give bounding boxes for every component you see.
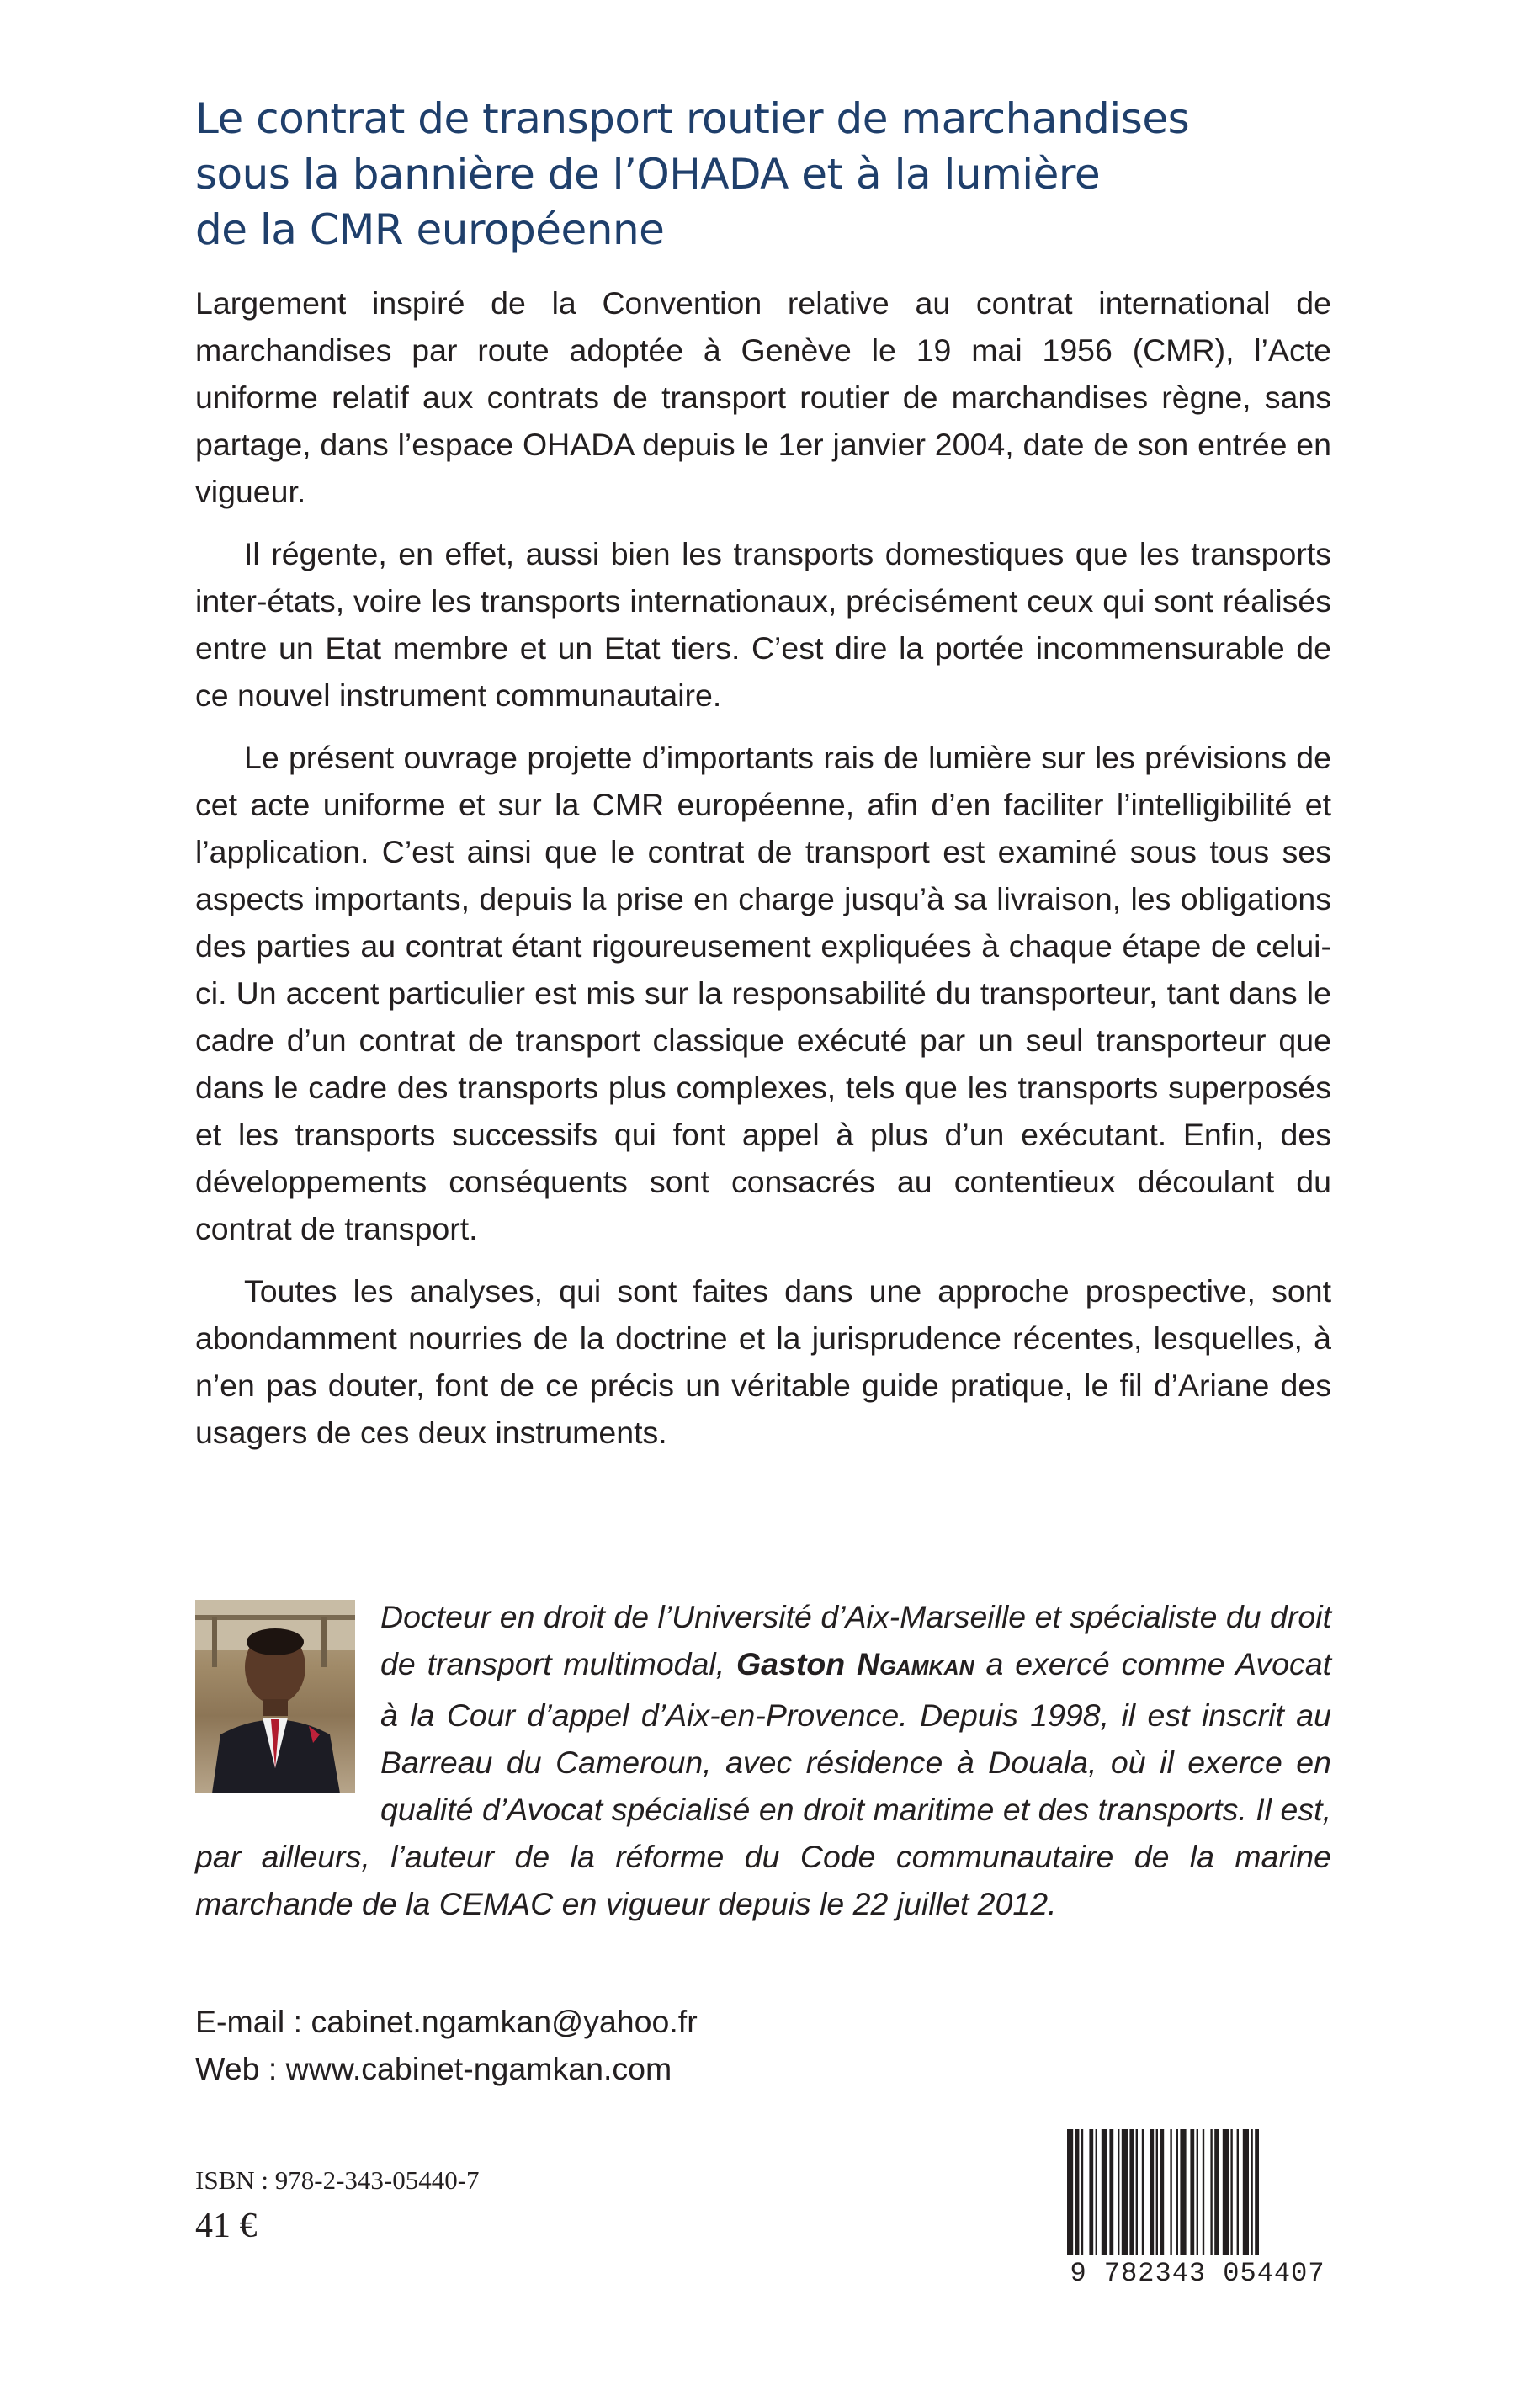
author-bio	[195, 1593, 1331, 1927]
back-cover-main	[195, 91, 1331, 1471]
barcode-bar	[1230, 2129, 1232, 2255]
barcode-bar	[1075, 2129, 1080, 2255]
barcode-bar	[1237, 2129, 1239, 2255]
barcode-bar	[1096, 2129, 1097, 2255]
barcode-bar	[1089, 2129, 1093, 2255]
barcode-bar	[1223, 2129, 1229, 2255]
summary-paragraph-1: Largement inspiré de la Convention relative au contrat international de marchandises par route adoptée à Genève le 19 mai 1956 (CMR), l’Acte uniforme relatif aux contrats de transport routier de marchandises règne, sans partage, dans l’espace OHADA depuis le 1er janvier 2004, date de son entrée en vigueur.	[195, 285, 1331, 509]
isbn-label: ISBN : 978-2-343-05440-7	[195, 2165, 480, 2195]
barcode-bar	[1067, 2129, 1073, 2255]
barcode-bar	[1150, 2129, 1154, 2255]
barcode	[1062, 2129, 1333, 2289]
barcode-bar	[1122, 2129, 1128, 2255]
barcode-digits: 9 782343 054407	[1070, 2258, 1325, 2289]
book-title	[195, 91, 1331, 258]
contact-email: E-mail : cabinet.ngamkan@yahoo.fr	[195, 2004, 698, 2039]
barcode-bar	[1109, 2129, 1113, 2255]
barcode-bar	[1102, 2129, 1107, 2255]
contact-block	[195, 1998, 698, 2092]
barcode-bar	[1156, 2129, 1158, 2255]
barcode-bar	[1251, 2129, 1252, 2255]
summary-paragraph-3: Le présent ouvrage projette d’importants rais de lumière sur les prévisions de cet acte uniforme et sur la CMR européenne, afin d’en faciliter l’intelligibilité et l’application. C’est ainsi que le contrat de transport est examiné sous tous ses aspects importants, depuis la prise en charge jusqu’à sa livraison, les obligations des parties au contrat étant rigoureusement expliquées à chaque étape de celui-ci. Un accent particulier est mis sur la responsabilité du transporteur, tant dans le cadre d’un contrat de transport classique exécuté par un seul transporteur que dans le cadre des transports plus complexes, tels que les transports superposés et les transports successifs qui font appel à plus d’un exécutant. Enfin, des développements conséquents sont consacrés au contentieux découlant du contrat de transport.	[195, 740, 1331, 1246]
author-bio-text	[195, 1593, 1331, 1927]
contact-web: Web : www.cabinet-ngamkan.com	[195, 2051, 672, 2086]
barcode-bar	[1142, 2129, 1144, 2255]
barcode-bar	[1255, 2129, 1259, 2255]
barcode-bar	[1180, 2129, 1186, 2255]
barcode-bar	[1190, 2129, 1194, 2255]
barcode-bar	[1136, 2129, 1138, 2255]
price-label: 41 €	[195, 2207, 258, 2245]
summary-paragraph-4: Toutes les analyses, qui sont faites dans une approche prospective, sont abondamment nourries de la doctrine et la jurisprudence récentes, lesquelles, à n’en pas douter, font de ce précis un véritable guide pratique, le fil d’Ariane des usagers de ces deux instruments.	[195, 1273, 1331, 1450]
title-line-2: sous la bannière de l’OHADA et à la lumière	[195, 150, 1101, 199]
author-name-first: Gaston N	[736, 1646, 880, 1681]
barcode-bar	[1160, 2129, 1164, 2255]
barcode-bar	[1176, 2129, 1178, 2255]
bio-text-start: Docteur en droit de l’Université d’Aix-Marseille et spécialiste du droit de transport multimodal,	[380, 1599, 1331, 1681]
title-line-1: Le contrat de transport routier de marchandises	[195, 94, 1190, 143]
barcode-bar	[1243, 2129, 1249, 2255]
barcode-bar	[1203, 2129, 1204, 2255]
author-name-rest: GAMKAN	[879, 1656, 974, 1680]
title-line-3: de la CMR européenne	[195, 205, 665, 254]
bio-text-end: a exercé comme Avocat à la Cour d’appel d’Aix-en-Provence. Depuis 1998, il est inscrit au Barreau du Cameroun, avec résidence à Douala, où il exerce en qualité d’Avocat spécialisé en droit maritime et des transports. Il est, par ailleurs, l’auteur de la réforme du Code communautaire de la marine marchande de la CEMAC en vigueur depuis le 22 juillet 2012.	[195, 1646, 1331, 1921]
author-photo	[195, 1600, 355, 1793]
barcode-bars-icon	[1062, 2129, 1333, 2255]
barcode-bar	[1081, 2129, 1083, 2255]
author-name	[736, 1646, 974, 1681]
barcode-bar	[1210, 2129, 1212, 2255]
barcode-bar	[1170, 2129, 1171, 2255]
summary-paragraph-2: Il régente, en effet, aussi bien les transports domestiques que les transports inter-états, voire les transports internationaux, précisément ceux qui sont réalisés entre un Etat membre et un Etat tiers. C’est dire la portée incommensurable de ce nouvel instrument communautaire.	[195, 536, 1331, 713]
barcode-bar	[1214, 2129, 1219, 2255]
barcode-bar	[1129, 2129, 1134, 2255]
barcode-bar	[1118, 2129, 1119, 2255]
author-portrait-icon	[195, 1600, 355, 1793]
barcode-bar	[1197, 2129, 1198, 2255]
